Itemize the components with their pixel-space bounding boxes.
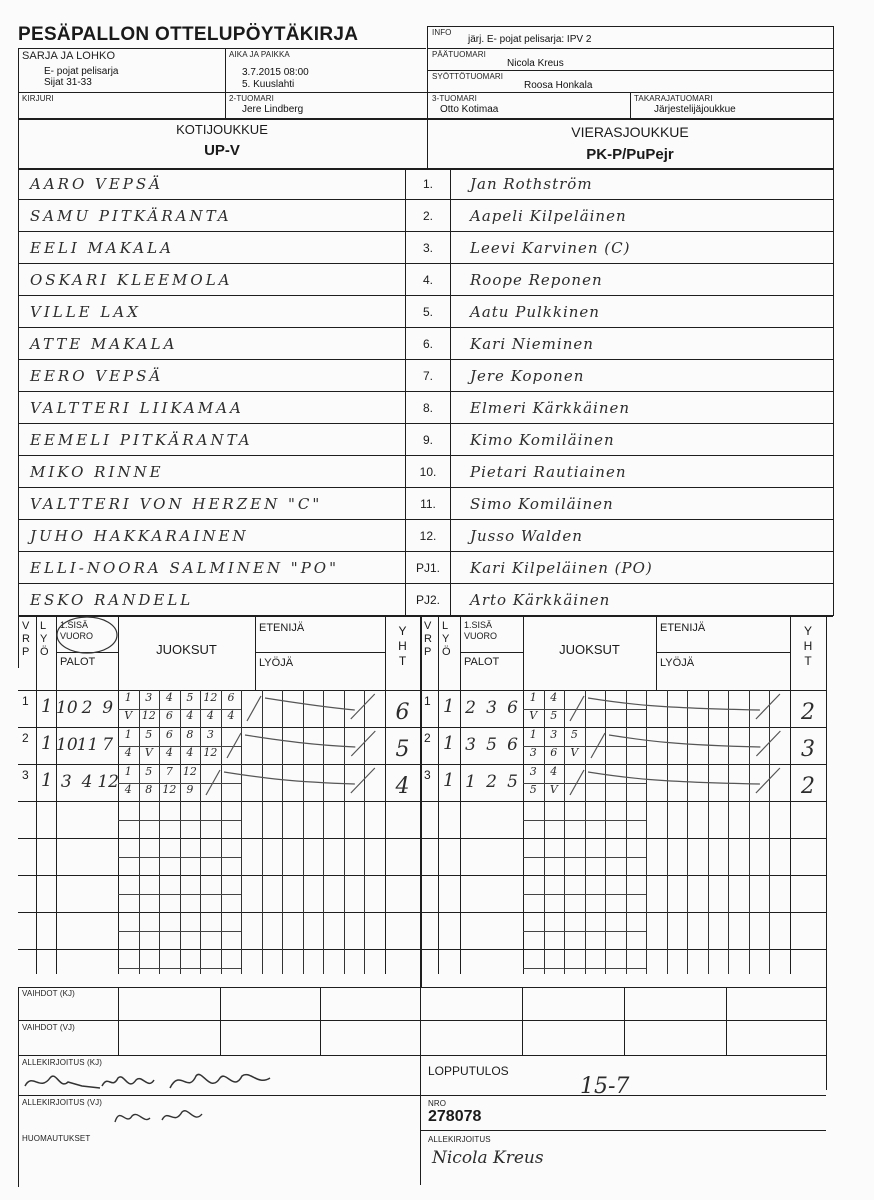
inning-lyo: 1 bbox=[443, 770, 455, 791]
inning-total: 2 bbox=[801, 700, 815, 725]
home-yht-header: Y H T bbox=[398, 624, 407, 668]
player-number: 3. bbox=[422, 241, 433, 255]
back-umpire-label: TAKARAJATUOMARI bbox=[634, 94, 713, 103]
player-number: 12. bbox=[419, 529, 437, 543]
run-bottom-value: 3 bbox=[529, 746, 537, 759]
head-umpire-label: PÄÄTUOMARI bbox=[432, 50, 486, 59]
series-label: SARJA JA LOHKO bbox=[22, 50, 116, 62]
away-player-name: Arto Kärkkäinen bbox=[470, 591, 611, 609]
date-value: 3.7.2015 08:00 bbox=[242, 67, 309, 78]
run-top-value: 4 bbox=[550, 765, 558, 778]
home-team-name: UP-V bbox=[204, 142, 240, 159]
run-top-value: 7 bbox=[165, 765, 173, 778]
scorer-label: KIRJURI bbox=[22, 94, 54, 103]
palot-value: 3 bbox=[465, 735, 476, 755]
player-number: 6. bbox=[422, 337, 433, 351]
run-top-value: 1 bbox=[529, 691, 537, 704]
inning-number: 2 bbox=[22, 731, 29, 745]
away-player-name: Jere Koponen bbox=[470, 367, 585, 385]
palot-value: 1 bbox=[465, 772, 476, 792]
away-lyoja-header: LYÖJÄ bbox=[660, 657, 695, 669]
palot-value: 4 bbox=[81, 772, 93, 792]
away-etenija-header: ETENIJÄ bbox=[660, 622, 706, 634]
away-player-name: Pietari Rautiainen bbox=[470, 463, 627, 481]
run-bottom-value: V bbox=[144, 746, 153, 759]
home-player-name: OSKARI KLEEMOLA bbox=[30, 271, 233, 289]
home-palot-header: PALOT bbox=[60, 656, 96, 668]
run-bottom-value: 8 bbox=[145, 783, 153, 796]
palot-value: 10 bbox=[56, 735, 78, 755]
run-bottom-value: V bbox=[570, 746, 579, 759]
home-player-name: EELI MAKALA bbox=[30, 239, 174, 257]
notes-label: HUOMAUTUKSET bbox=[22, 1134, 91, 1143]
home-player-name: MIKO RINNE bbox=[30, 463, 164, 481]
home-player-name: ESKO RANDELL bbox=[30, 591, 194, 609]
inning-total: 6 bbox=[395, 700, 410, 725]
series-value: E- pojat pelisarja bbox=[44, 66, 119, 77]
run-bottom-value: V bbox=[549, 783, 558, 796]
subs-away-label: VAIHDOT (VJ) bbox=[22, 1023, 75, 1032]
home-player-name: EEMELI PITKÄRANTA bbox=[30, 431, 253, 449]
home-player-name: AARO VEPSÄ bbox=[30, 175, 164, 193]
inning-lyo: 1 bbox=[443, 733, 455, 754]
nro-value: 278078 bbox=[428, 1108, 482, 1125]
run-top-value: 8 bbox=[186, 728, 194, 741]
run-bottom-value: 5 bbox=[550, 709, 558, 722]
player-number: 10. bbox=[419, 465, 437, 479]
run-bottom-value: V bbox=[529, 709, 538, 722]
first-inside-circle bbox=[54, 614, 120, 656]
referee-signature: Nicola Kreus bbox=[432, 1148, 544, 1168]
player-number: 5. bbox=[422, 305, 433, 319]
inning-total: 2 bbox=[801, 774, 815, 799]
info-value: järj. E- pojat pelisarja: IPV 2 bbox=[468, 34, 592, 45]
player-number: 9. bbox=[422, 433, 433, 447]
run-bottom-value: 4 bbox=[124, 746, 132, 759]
palot-value: 11 bbox=[76, 735, 99, 755]
subs-home-label: VAIHDOT (KJ) bbox=[22, 989, 75, 998]
run-bottom-value: 6 bbox=[550, 746, 558, 759]
inning-number: 2 bbox=[424, 731, 431, 745]
away-vrp-header: V R P bbox=[424, 620, 432, 658]
inning-number: 3 bbox=[424, 768, 431, 782]
run-top-value: 6 bbox=[227, 691, 235, 704]
palot-value: 3 bbox=[486, 698, 497, 718]
umpire2-value: Jere Lindberg bbox=[242, 104, 304, 115]
head-umpire-value: Nicola Kreus bbox=[507, 58, 564, 69]
palot-value: 5 bbox=[486, 735, 497, 755]
home-player-name: VALTTERI VON HERZEN "C" bbox=[30, 495, 323, 513]
final-score-label: LOPPUTULOS bbox=[428, 1064, 509, 1078]
run-bottom-value: 9 bbox=[186, 783, 194, 796]
home-player-name: SAMU PITKÄRANTA bbox=[30, 207, 232, 225]
run-top-value: 1 bbox=[124, 691, 132, 704]
away-player-name: Elmeri Kärkkäinen bbox=[470, 399, 631, 417]
palot-value: 5 bbox=[507, 772, 518, 792]
tally-strokes bbox=[566, 690, 790, 727]
run-top-value: 3 bbox=[550, 728, 558, 741]
inning-number: 1 bbox=[22, 694, 29, 708]
home-lyoja-header: LYÖJÄ bbox=[259, 657, 294, 669]
run-top-value: 5 bbox=[145, 728, 153, 741]
palot-value: 7 bbox=[102, 735, 114, 755]
run-bottom-value: 6 bbox=[165, 709, 173, 722]
player-number: 2. bbox=[422, 209, 433, 223]
palot-value: 2 bbox=[486, 772, 497, 792]
away-player-name: Kari Kilpeläinen (PO) bbox=[470, 559, 653, 577]
tally-strokes bbox=[223, 727, 385, 764]
home-first-inside-header: 1.SISÄ VUORO bbox=[60, 620, 94, 641]
palot-value: 2 bbox=[465, 698, 476, 718]
page-title: PESÄPALLON OTTELUPÖYTÄKIRJA bbox=[18, 24, 359, 45]
run-top-value: 4 bbox=[550, 691, 558, 704]
palot-value: 9 bbox=[102, 698, 114, 718]
back-umpire-value: Järjestelijäjoukkue bbox=[654, 104, 736, 115]
home-player-name: JUHO HAKKARAINEN bbox=[30, 527, 249, 545]
away-yht-header: Y H T bbox=[803, 624, 813, 668]
player-number: PJ2. bbox=[415, 593, 440, 607]
inning-lyo: 1 bbox=[41, 770, 53, 791]
sign-away-label: ALLEKIRJOITUS (VJ) bbox=[22, 1098, 103, 1107]
run-top-value: 1 bbox=[124, 765, 132, 778]
palot-value: 6 bbox=[507, 698, 518, 718]
away-player-name: Aatu Pulkkinen bbox=[470, 303, 600, 321]
run-bottom-value: 5 bbox=[529, 783, 537, 796]
away-player-name: Aapeli Kilpeläinen bbox=[470, 207, 627, 225]
away-lyo-header: L Y Ö bbox=[442, 620, 451, 658]
sign-home-label: ALLEKIRJOITUS (KJ) bbox=[22, 1058, 103, 1067]
run-top-value: 3 bbox=[529, 765, 537, 778]
run-top-value: 6 bbox=[165, 728, 173, 741]
player-number: PJ1. bbox=[415, 561, 440, 575]
run-bottom-value: 4 bbox=[124, 783, 132, 796]
run-top-value: 5 bbox=[186, 691, 194, 704]
series-sub-value: Sijat 31-33 bbox=[44, 77, 92, 88]
palot-value: 6 bbox=[507, 735, 518, 755]
tally-strokes bbox=[587, 727, 790, 764]
run-bottom-value: 4 bbox=[227, 709, 235, 722]
time-place-label: AIKA JA PAIKKA bbox=[229, 50, 290, 59]
away-player-name: Roope Reponen bbox=[470, 271, 603, 289]
home-player-name: VALTTERI LIIKAMAA bbox=[30, 399, 244, 417]
tally-strokes bbox=[202, 764, 385, 801]
run-top-value: 12 bbox=[203, 691, 218, 704]
run-bottom-value: 12 bbox=[162, 783, 177, 796]
run-bottom-value: 4 bbox=[165, 746, 173, 759]
run-top-value: 5 bbox=[570, 728, 578, 741]
nro-label: NRO bbox=[428, 1099, 447, 1108]
tally-strokes bbox=[243, 690, 385, 727]
away-palot-header: PALOT bbox=[464, 656, 500, 668]
inning-total: 5 bbox=[395, 737, 410, 762]
run-bottom-value: 4 bbox=[206, 709, 214, 722]
away-player-name: Kari Nieminen bbox=[470, 335, 594, 353]
away-signature-scribble bbox=[110, 1102, 240, 1130]
palot-value: 2 bbox=[81, 698, 93, 718]
run-top-value: 3 bbox=[206, 728, 214, 741]
final-score-value: 15-7 bbox=[580, 1074, 630, 1099]
player-number: 8. bbox=[422, 401, 433, 415]
umpire3-label: 3-TUOMARI bbox=[432, 94, 477, 103]
player-number: 4. bbox=[422, 273, 433, 287]
home-player-name: EERO VEPSÄ bbox=[30, 367, 164, 385]
run-top-value: 4 bbox=[165, 691, 173, 704]
tally-strokes bbox=[566, 764, 790, 801]
home-etenija-header: ETENIJÄ bbox=[259, 622, 305, 634]
home-player-name: ELLI-NOORA SALMINEN "PO" bbox=[30, 559, 339, 577]
home-juoksut-header: JUOKSUT bbox=[156, 642, 217, 657]
run-bottom-value: 12 bbox=[141, 709, 156, 722]
sign-label: ALLEKIRJOITUS bbox=[428, 1135, 491, 1144]
run-bottom-value: V bbox=[124, 709, 133, 722]
away-player-name: Leevi Karvinen (C) bbox=[470, 239, 631, 257]
away-player-name: Kimo Komiläinen bbox=[470, 431, 615, 449]
away-team-label: VIERASJOUKKUE bbox=[571, 124, 689, 140]
home-player-name: ATTE MAKALA bbox=[30, 335, 178, 353]
run-bottom-value: 4 bbox=[186, 746, 194, 759]
palot-value: 12 bbox=[97, 772, 119, 792]
away-first-inside-header: 1.SISÄ VUORO bbox=[464, 620, 498, 641]
run-bottom-value: 12 bbox=[203, 746, 218, 759]
away-team-name: PK-P/PuPejr bbox=[586, 146, 674, 163]
inning-lyo: 1 bbox=[41, 733, 53, 754]
run-top-value: 1 bbox=[124, 728, 132, 741]
away-juoksut-header: JUOKSUT bbox=[559, 642, 620, 657]
home-team-label: KOTIJOUKKUE bbox=[176, 122, 268, 137]
run-top-value: 12 bbox=[182, 765, 197, 778]
palot-value: 3 bbox=[60, 772, 72, 792]
inning-total: 3 bbox=[801, 737, 815, 762]
inning-number: 1 bbox=[424, 694, 431, 708]
pitch-umpire-value: Roosa Honkala bbox=[524, 80, 593, 91]
away-player-name: Jan Rothström bbox=[470, 175, 593, 193]
run-top-value: 1 bbox=[529, 728, 537, 741]
inning-total: 4 bbox=[395, 774, 410, 799]
home-signature-scribble bbox=[20, 1064, 280, 1098]
inning-lyo: 1 bbox=[41, 696, 53, 717]
inning-lyo: 1 bbox=[443, 696, 455, 717]
away-player-name: Jusso Walden bbox=[470, 527, 583, 545]
player-number: 11. bbox=[420, 497, 436, 511]
palot-value: 10 bbox=[56, 698, 78, 718]
info-label: INFO bbox=[432, 28, 452, 37]
run-top-value: 5 bbox=[145, 765, 153, 778]
home-lyo-header: L Y Ö bbox=[40, 620, 49, 658]
run-top-value: 3 bbox=[145, 691, 153, 704]
place-value: 5. Kuuslahti bbox=[242, 79, 295, 90]
away-player-name: Simo Komiläinen bbox=[470, 495, 614, 513]
player-number: 1. bbox=[422, 177, 433, 191]
player-number: 7. bbox=[422, 369, 433, 383]
home-vrp-header: V R P bbox=[22, 620, 30, 658]
run-bottom-value: 4 bbox=[186, 709, 194, 722]
umpire3-value: Otto Kotimaa bbox=[440, 104, 499, 115]
inning-number: 3 bbox=[22, 768, 29, 782]
pitch-umpire-label: SYÖTTÖTUOMARI bbox=[432, 72, 504, 81]
umpire2-label: 2-TUOMARI bbox=[229, 94, 274, 103]
home-player-name: VILLE LAX bbox=[30, 303, 141, 321]
